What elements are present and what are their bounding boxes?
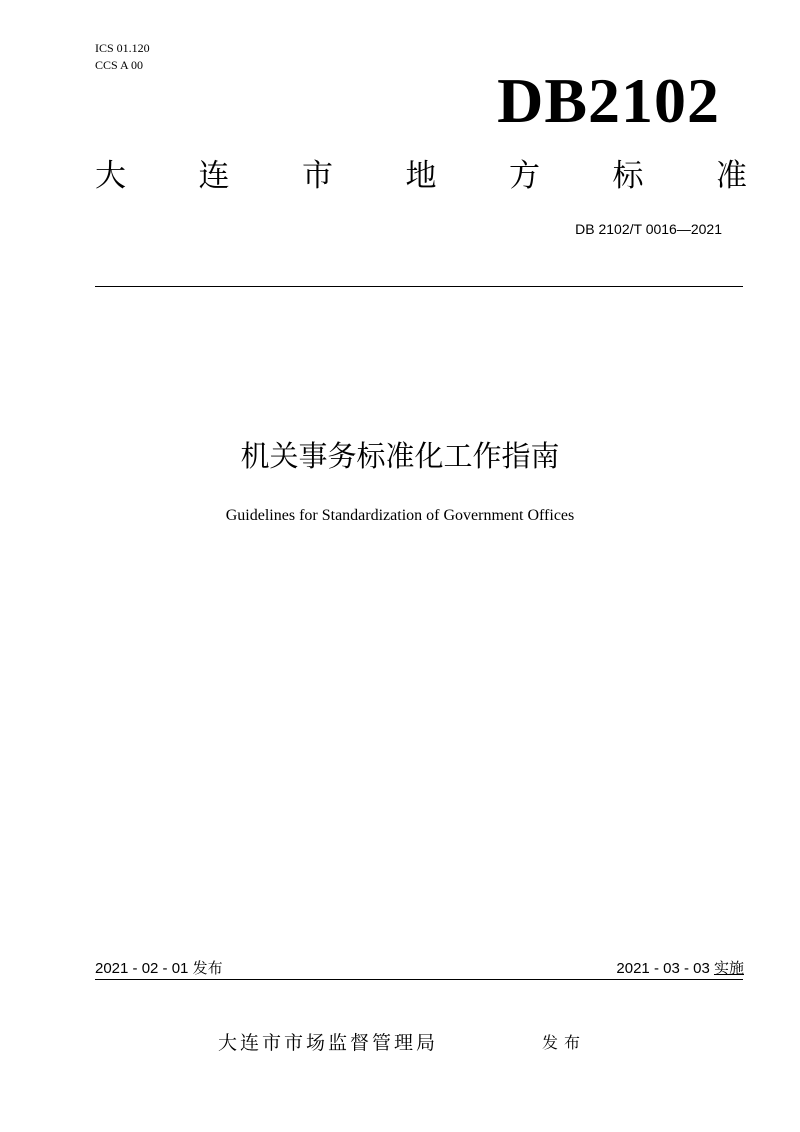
standard-type-char: 准 [716, 158, 747, 194]
implement-date: 2021 - 03 - 03 [616, 960, 710, 977]
document-title-english: Guidelines for Standardization of Government Offices [225, 507, 575, 524]
publish-date: 2021 - 02 - 01 发布 [95, 960, 223, 977]
ics-code: ICS 01.120 [95, 41, 150, 55]
issue-label: 发布 [542, 1033, 587, 1052]
standard-type-char: 市 [302, 158, 333, 194]
standard-type-char: 地 [405, 158, 437, 194]
classification-codes [95, 40, 150, 74]
standard-type-char: 大 [95, 158, 126, 194]
implement-label: 实施 [713, 960, 744, 977]
bottom-divider [95, 979, 743, 980]
ccs-code: CCS A 00 [95, 58, 144, 72]
issuing-authority: 大连市市场监督管理局 [218, 1032, 439, 1054]
document-title: 机关事务标准化工作指南 [240, 439, 560, 473]
standard-type-heading [95, 156, 747, 196]
standard-type-char: 方 [509, 158, 540, 194]
top-divider [95, 286, 743, 287]
standard-type-char: 连 [198, 158, 230, 194]
implement-date-line [616, 958, 744, 980]
standard-type-char: 标 [612, 158, 644, 194]
document-number: DB 2102/T 0016—2021 [575, 221, 722, 237]
standard-code: DB2102 [497, 65, 720, 136]
